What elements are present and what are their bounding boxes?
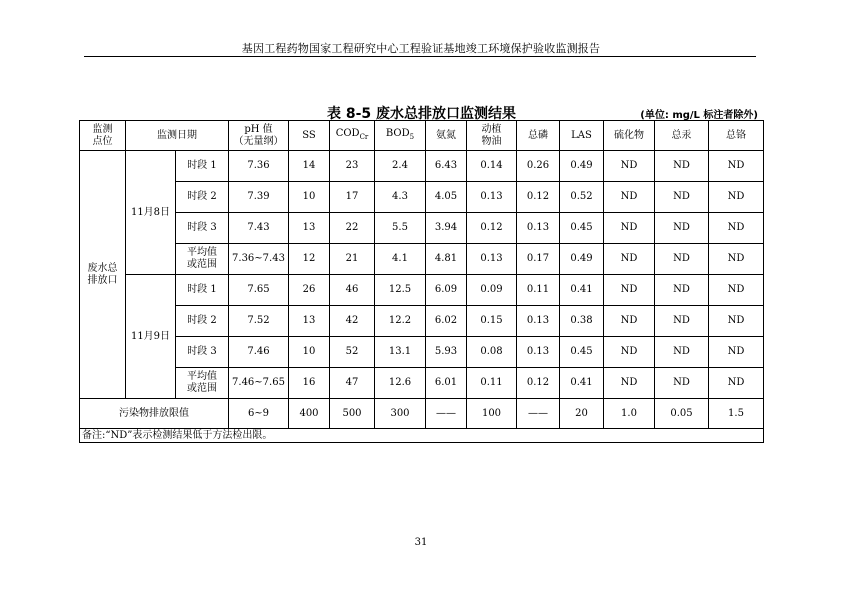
value-cell: 0.11 [467,368,517,399]
limit-value-cell: 1.0 [604,399,655,429]
value-cell: ND [709,213,764,244]
value-cell: ND [604,275,655,306]
value-cell: ND [604,182,655,213]
value-cell: ND [655,275,709,306]
table-row [80,368,764,399]
limit-row [80,399,764,429]
value-cell: 3.94 [426,213,467,244]
value-cell: 0.12 [517,368,560,399]
value-cell: 0.13 [517,306,560,337]
report-header: 基因工程药物国家工程研究中心工程验证基地竣工环境保护验收监测报告 [241,42,601,55]
table-row [80,306,764,337]
value-cell: 0.41 [560,275,604,306]
table-row [80,213,764,244]
value-cell: 13 [289,213,330,244]
value-cell: 12.6 [375,368,426,399]
col-header-hg: 总汞 [655,121,709,151]
note-row [80,429,764,443]
period-cell: 时段 3 [176,337,229,368]
value-cell: ND [709,182,764,213]
limit-value-cell: 500 [330,399,375,429]
value-cell: 22 [330,213,375,244]
value-cell: 17 [330,182,375,213]
value-cell: 0.12 [517,182,560,213]
col-header-date: 监测日期 [126,121,229,151]
value-cell: 0.17 [517,244,560,275]
value-cell: 7.52 [229,306,289,337]
value-cell: 0.15 [467,306,517,337]
value-cell: 5.5 [375,213,426,244]
limit-value-cell: 300 [375,399,426,429]
value-cell: ND [655,182,709,213]
period-cell: 时段 1 [176,151,229,182]
limit-value-cell: —— [517,399,560,429]
header-rule [84,56,756,57]
value-cell: 0.38 [560,306,604,337]
value-cell: 52 [330,337,375,368]
limit-value-cell: 100 [467,399,517,429]
value-cell: ND [655,244,709,275]
value-cell: 7.36 [229,151,289,182]
limit-value-cell: 1.5 [709,399,764,429]
period-cell: 平均值 或范围 [176,368,229,399]
value-cell: 0.45 [560,213,604,244]
page-number: 31 [414,537,428,548]
value-cell: 21 [330,244,375,275]
value-cell: 7.39 [229,182,289,213]
value-cell: 0.09 [467,275,517,306]
value-cell: ND [709,368,764,399]
value-cell: 0.49 [560,244,604,275]
period-cell: 时段 3 [176,213,229,244]
limit-label: 污染物排放限值 [80,399,229,429]
value-cell: ND [604,368,655,399]
value-cell: 0.13 [517,337,560,368]
value-cell: 4.05 [426,182,467,213]
value-cell: ND [604,337,655,368]
value-cell: 6.01 [426,368,467,399]
value-cell: ND [655,368,709,399]
value-cell: ND [655,337,709,368]
value-cell: 12.5 [375,275,426,306]
value-cell: 2.4 [375,151,426,182]
value-cell: ND [655,213,709,244]
value-cell: 12 [289,244,330,275]
value-cell: 0.11 [517,275,560,306]
limit-value-cell: 20 [560,399,604,429]
monitoring-results-table [79,120,764,443]
date-cell: 11月8日 [126,151,176,275]
period-cell: 时段 1 [176,275,229,306]
col-header-ss: SS [289,121,330,151]
table-row [80,182,764,213]
value-cell: 13.1 [375,337,426,368]
col-header-cod: $COD_{Cr}$ [330,121,375,151]
value-cell: 0.08 [467,337,517,368]
value-cell: 4.1 [375,244,426,275]
table-caption-row [79,103,764,121]
table-note: 备注:“ND”表示检测结果低于方法检出限。 [80,429,764,443]
value-cell: 12.2 [375,306,426,337]
value-cell: 7.46~7.65 [229,368,289,399]
col-header-tp: 总磷 [517,121,560,151]
table-row [80,151,764,182]
col-header-sulfide: 硫化物 [604,121,655,151]
limit-value-cell: 6~9 [229,399,289,429]
col-header-ammonia: 氨氮 [426,121,467,151]
value-cell: ND [604,151,655,182]
value-cell: ND [604,244,655,275]
value-cell: 0.13 [517,213,560,244]
col-header-ph: pH 值 （无量纲） [229,121,289,151]
table-title: 表 8-5 废水总排放口监测结果 [326,106,517,122]
value-cell: ND [709,337,764,368]
value-cell: 7.46 [229,337,289,368]
value-cell: 5.93 [426,337,467,368]
value-cell: 26 [289,275,330,306]
value-cell: 0.14 [467,151,517,182]
table-row [80,275,764,306]
value-cell: ND [604,306,655,337]
value-cell: 10 [289,182,330,213]
value-cell: 6.09 [426,275,467,306]
col-header-bod: $BOD_5$ [375,121,426,151]
value-cell: ND [604,213,655,244]
limit-value-cell: —— [426,399,467,429]
value-cell: 0.52 [560,182,604,213]
value-cell: 7.43 [229,213,289,244]
value-cell: 16 [289,368,330,399]
limit-value-cell: 0.05 [655,399,709,429]
value-cell: ND [655,151,709,182]
value-cell: ND [709,244,764,275]
table-header-row [80,121,764,151]
value-cell: ND [709,151,764,182]
value-cell: 23 [330,151,375,182]
value-cell: 0.26 [517,151,560,182]
value-cell: 7.65 [229,275,289,306]
value-cell: 0.41 [560,368,604,399]
value-cell: ND [709,306,764,337]
table-row [80,337,764,368]
unit-note: (单位: mg/L 标注者除外) [640,110,758,121]
period-cell: 时段 2 [176,306,229,337]
value-cell: 13 [289,306,330,337]
value-cell: 6.43 [426,151,467,182]
value-cell: 4.81 [426,244,467,275]
date-cell: 11月9日 [126,275,176,399]
value-cell: 10 [289,337,330,368]
value-cell: 7.36~7.43 [229,244,289,275]
period-cell: 时段 2 [176,182,229,213]
col-header-las: LAS [560,121,604,151]
value-cell: ND [709,275,764,306]
period-cell: 平均值 或范围 [176,244,229,275]
limit-value-cell: 400 [289,399,330,429]
value-cell: 0.13 [467,244,517,275]
col-header-site: 监测 点位 [80,121,126,151]
value-cell: 47 [330,368,375,399]
value-cell: 46 [330,275,375,306]
value-cell: 4.3 [375,182,426,213]
col-header-oil: 动植 物油 [467,121,517,151]
value-cell: 0.12 [467,213,517,244]
col-header-cr: 总铬 [709,121,764,151]
site-cell: 废水总 排放口 [80,151,126,399]
value-cell: 42 [330,306,375,337]
table-row [80,244,764,275]
value-cell: 0.13 [467,182,517,213]
value-cell: 6.02 [426,306,467,337]
value-cell: 14 [289,151,330,182]
value-cell: 0.45 [560,337,604,368]
value-cell: ND [655,306,709,337]
value-cell: 0.49 [560,151,604,182]
